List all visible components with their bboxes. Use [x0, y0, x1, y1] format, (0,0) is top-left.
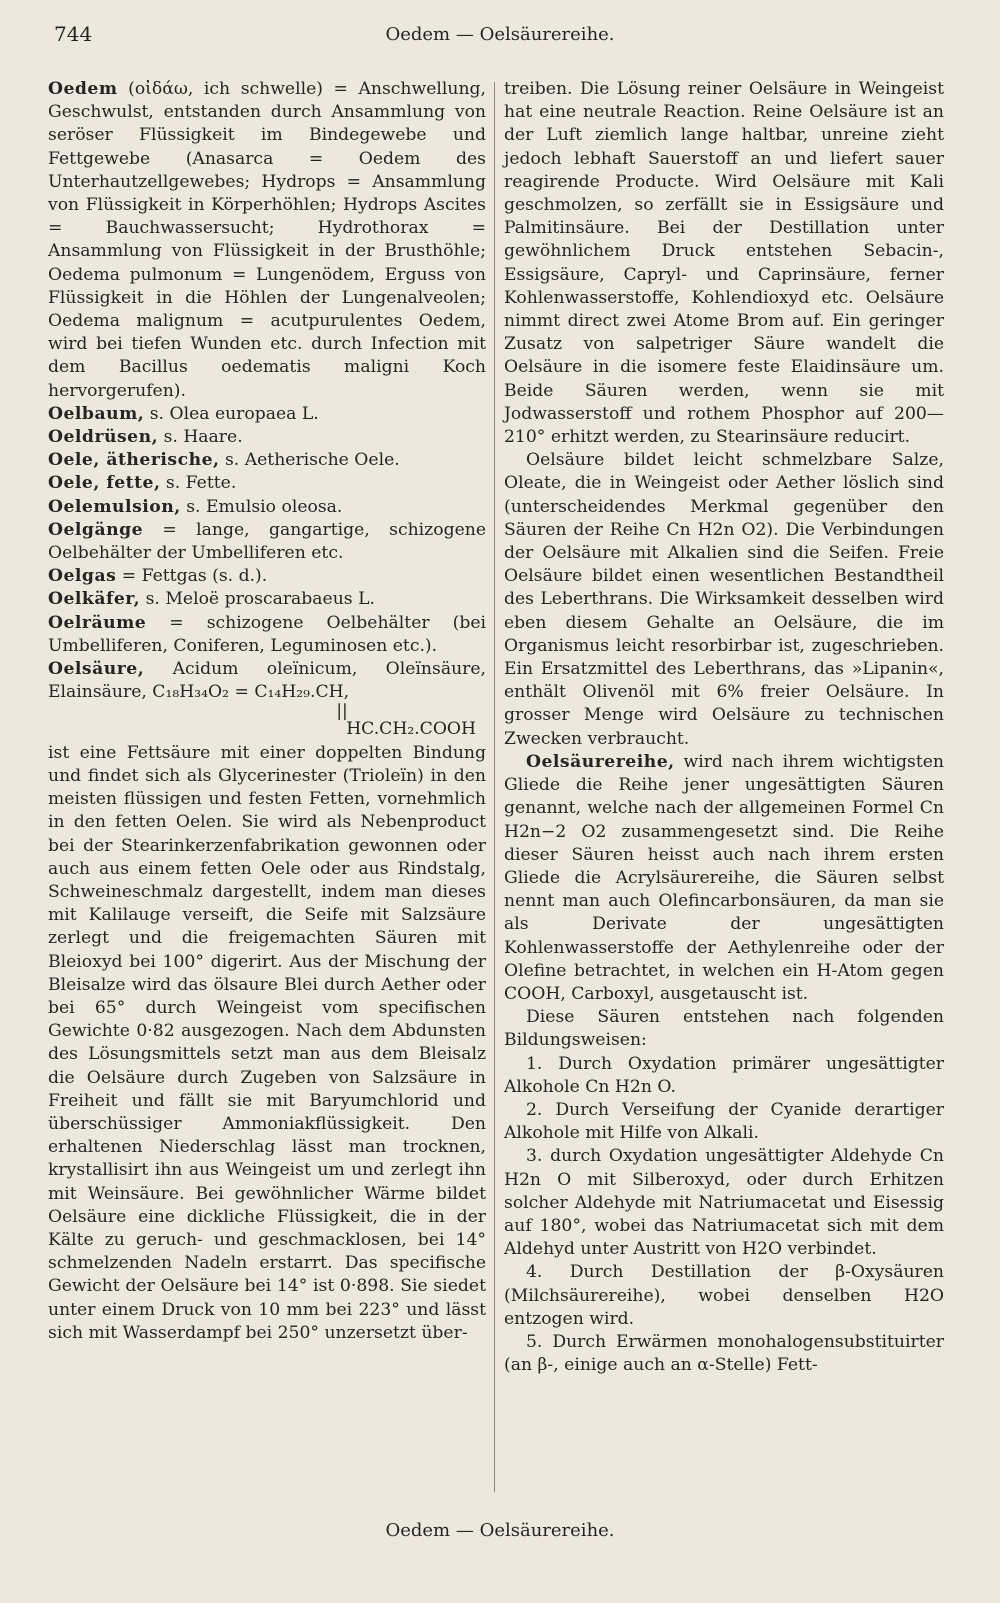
- left-column: [48, 78, 486, 1345]
- running-head: Oedem — Oelsäurereihe.: [385, 24, 615, 45]
- entry-text: wird nach ihrem wichtigsten Gliede die Reihe jener ungesättigten Säuren genannt, welche nach der allgemeinen Formel Cn H2n−2 O2 zusammengesetzt sind. Die Reihe dieser Säuren heisst auch nach ihrem ersten Gliede die Acrylsäurereihe, die Säuren selbst nennt man auch Olefincarbonsäuren, da man sie als Derivate der ungesättigten Kohlenwasserstoffe der Aethylenreihe oder der Olefine betrachtet, in welchen ein H-Atom gegen COOH, Carboxyl, ausgetauscht ist.: [504, 751, 944, 1004]
- oelsaeure-body: ist eine Fettsäure mit einer doppelten Bindung und findet sich als Glycerinester (Trioleïn) in den meisten flüssigen und festen Fetten, vornehmlich in den fetten Oelen. Sie wird als Nebenproduct bei der Stearinkerzenfabrikation gewonnen oder auch aus einem fetten Oele oder aus Rindstalg, Schweineschmalz dargestellt, indem man dieses mit Kalilauge verseift, die Seife mit Salzsäure zerlegt und die freigemachten Säuren mit Bleioxyd bei 100° digerirt. Aus der Mischung der Bleisalze wird das ölsaure Blei durch Aether oder bei 65° durch Weingeist vom specifischen Gewichte 0·82 ausgezogen. Nach dem Abdunsten des Lösungsmittels setzt man aus dem Bleisalz die Oelsäure durch Zugeben von Salzsäure in Freiheit und fällt sie mit Baryumchlorid und überschüssiger Ammoniakflüssigkeit. Den erhaltenen Niederschlag lässt man trocknen, krystallisirt ihn aus Weingeist um und zerlegt ihn mit Weinsäure. Bei gewöhnlicher Wärme bildet Oelsäure eine dickliche Flüssigkeit, die in der Kälte zu geruch- und geschmacklosen, bei 14° schmelzenden Nadeln erstarrt. Das specifische Gewicht der Oelsäure bei 14° ist 0·898. Sie siedet unter einem Druck von 10 mm bei 223° und lässt sich mit Wasserdampf bei 250° unzersetzt über-: [48, 742, 486, 1343]
- paragraph: treiben. Die Lösung reiner Oelsäure in Weingeist hat eine neutrale Reaction. Reine Oelsäure ist an der Luft ziemlich lange haltbar, unreine zieht jedoch lebhaft Sauerstoff an und liefert sauer reagirende Producte. Wird Oelsäure mit Kali geschmolzen, so zerfällt sie in Essigsäure und Palmitinsäure. Bei der Destillation unter gewöhnlichem Druck entstehen Sebacin-, Essigsäure, Capryl- und Caprinsäure, ferner Kohlenwasserstoffe, Kohlendioxyd etc. Oelsäure nimmt direct zwei Atome Brom auf. Ein geringer Zusatz von salpetriger Säure wandelt die Oelsäure in die isomere feste Elaidinsäure um. Beide Säuren werden, wenn sie mit Jodwasserstoff und rothem Phosphor auf 200—210° erhitzt werden, zu Stearinsäure reducirt.: [504, 79, 944, 448]
- headword: Oedem: [48, 79, 118, 99]
- list-item: 5. Durch Erwärmen monohalogensubstituirter (an β-, einige auch an α-Stelle) Fett-: [504, 1331, 944, 1376]
- entry-text: s. Haare.: [158, 427, 243, 448]
- entry-oelbaum: [48, 403, 486, 426]
- entry-oele-aetherische: [48, 449, 486, 472]
- entry-text: (οἰδάω, ich schwelle) = Anschwellung, Geschwulst, entstanden durch Ansammlung von seröser Flüssigkeit im Bindegewebe und Fettgewebe (Anasarca = Oedem des Unterhautzellgewebes; Hydrops = Ansammlung von Flüssigkeit in Körperhöhlen; Hydrops Ascites = Bauchwassersucht; Hydrothorax = Ansammlung von Flüssigkeit in der Brusthöhle; Oedema pulmonum = Lungenödem, Erguss von Flüssigkeit in die Höhlen der Lungenalveolen; Oedema malignum = acutpurulentes Oedem, wird bei tiefen Wunden etc. durch Infection mit dem Bacillus oedematis maligni Koch hervorgerufen).: [48, 79, 486, 401]
- headword: Oelräume: [48, 612, 147, 633]
- headword: Oele, fette,: [48, 473, 161, 494]
- entry-oedem: [48, 78, 486, 403]
- entry-oelkaefer: [48, 588, 486, 611]
- entry-oelgas: [48, 565, 486, 588]
- headword: Oelbaum,: [48, 403, 145, 424]
- list-item: 4. Durch Destillation der β-Oxysäuren (Milchsäurereihe), wobei denselben H2O entzogen wird.: [504, 1262, 944, 1329]
- headword: Oelsäure,: [48, 659, 145, 680]
- list-item: 1. Durch Oxydation primärer ungesättigter Alkohole Cn H2n O.: [504, 1053, 944, 1097]
- entry-text: s. Olea europaea L.: [144, 403, 319, 424]
- page-number: 744: [54, 22, 93, 46]
- entry-oele-fette: [48, 472, 486, 495]
- entry-text: = lange, gangartige, schizogene Oelbehälter der Umbelliferen etc.: [48, 519, 486, 564]
- list-item: 3. durch Oxydation ungesättigter Aldehyde Cn H2n O mit Silberoxyd, oder durch Erhitzen solcher Aldehyde mit Natriumacetat und Eisessig auf 180°, wobei das Natriumacetat sich mit dem Aldehyd unter Austritt von H2O verbindet.: [504, 1146, 944, 1260]
- paragraph: Oelsäure bildet leicht schmelzbare Salze, Oleate, die in Weingeist oder Aether löslich sind (unterscheidendes Merkmal gegenüber den Säuren der Reihe Cn H2n O2). Die Verbindungen der Oelsäure mit Alkalien sind die Seifen. Freie Oelsäure bildet einen wesentlichen Bestandtheil des Leberthrans. Die Wirksamkeit desselben wird eben diesem Gehalte an Oelsäure, die im Organismus leicht resorbirbar ist, zugeschrieben. Ein Ersatzmittel des Leberthrans, das »Lipanin«, enthält Olivenöl mit 6% freier Oelsäure. In grosser Menge wird Oelsäure zu technischen Zwecken verbraucht.: [504, 450, 944, 749]
- entry-oeldruesen: [48, 426, 486, 449]
- list-item: 2. Durch Verseifung der Cyanide derartiger Alkohole mit Hilfe von Alkali.: [504, 1099, 944, 1144]
- headword: Oelgas: [48, 566, 117, 587]
- headword: Oelkäfer,: [48, 589, 141, 610]
- entry-oelemulsion: [48, 496, 486, 519]
- headword: Oelemulsion,: [48, 496, 181, 517]
- column-divider: [494, 82, 495, 1492]
- page-header: [0, 22, 1000, 50]
- entry-text: s. Meloë proscarabaeus L.: [140, 589, 375, 610]
- entry-text: = Fettgas (s. d.).: [116, 566, 268, 587]
- paragraph: Diese Säuren entstehen nach folgenden Bildungsweisen:: [504, 1007, 944, 1051]
- entry-oelsaeure: [48, 658, 486, 704]
- entry-text: s. Aetherische Oele.: [219, 450, 400, 471]
- entry-text: s. Fette.: [160, 473, 237, 494]
- entry-oelsaeurereihe: [504, 751, 944, 1006]
- headword: Oelgänge: [48, 519, 144, 540]
- entry-text: s. Emulsio oleosa.: [180, 496, 343, 517]
- headword: Oeldrüsen,: [48, 427, 159, 448]
- formula-line: HC.CH₂.COOH: [346, 719, 476, 740]
- entry-text: Acidum oleïnicum, Oleïnsäure, Elainsäure, C₁₈H₃₄O₂ = C₁₄H₂₉.CH,: [48, 659, 486, 703]
- right-column: [504, 78, 944, 1377]
- formula-double-bond: ||: [336, 701, 348, 722]
- entry-oelraeume: [48, 612, 486, 658]
- entry-oelgaenge: [48, 519, 486, 565]
- entry-text: = schizogene Oelbehälter (bei Umbelliferen, Coniferen, Leguminosen etc.).: [48, 612, 486, 656]
- page-footer: Oedem — Oelsäurereihe.: [385, 1520, 615, 1541]
- headword: Oele, ätherische,: [48, 450, 220, 471]
- headword: Oelsäurereihe,: [526, 751, 675, 772]
